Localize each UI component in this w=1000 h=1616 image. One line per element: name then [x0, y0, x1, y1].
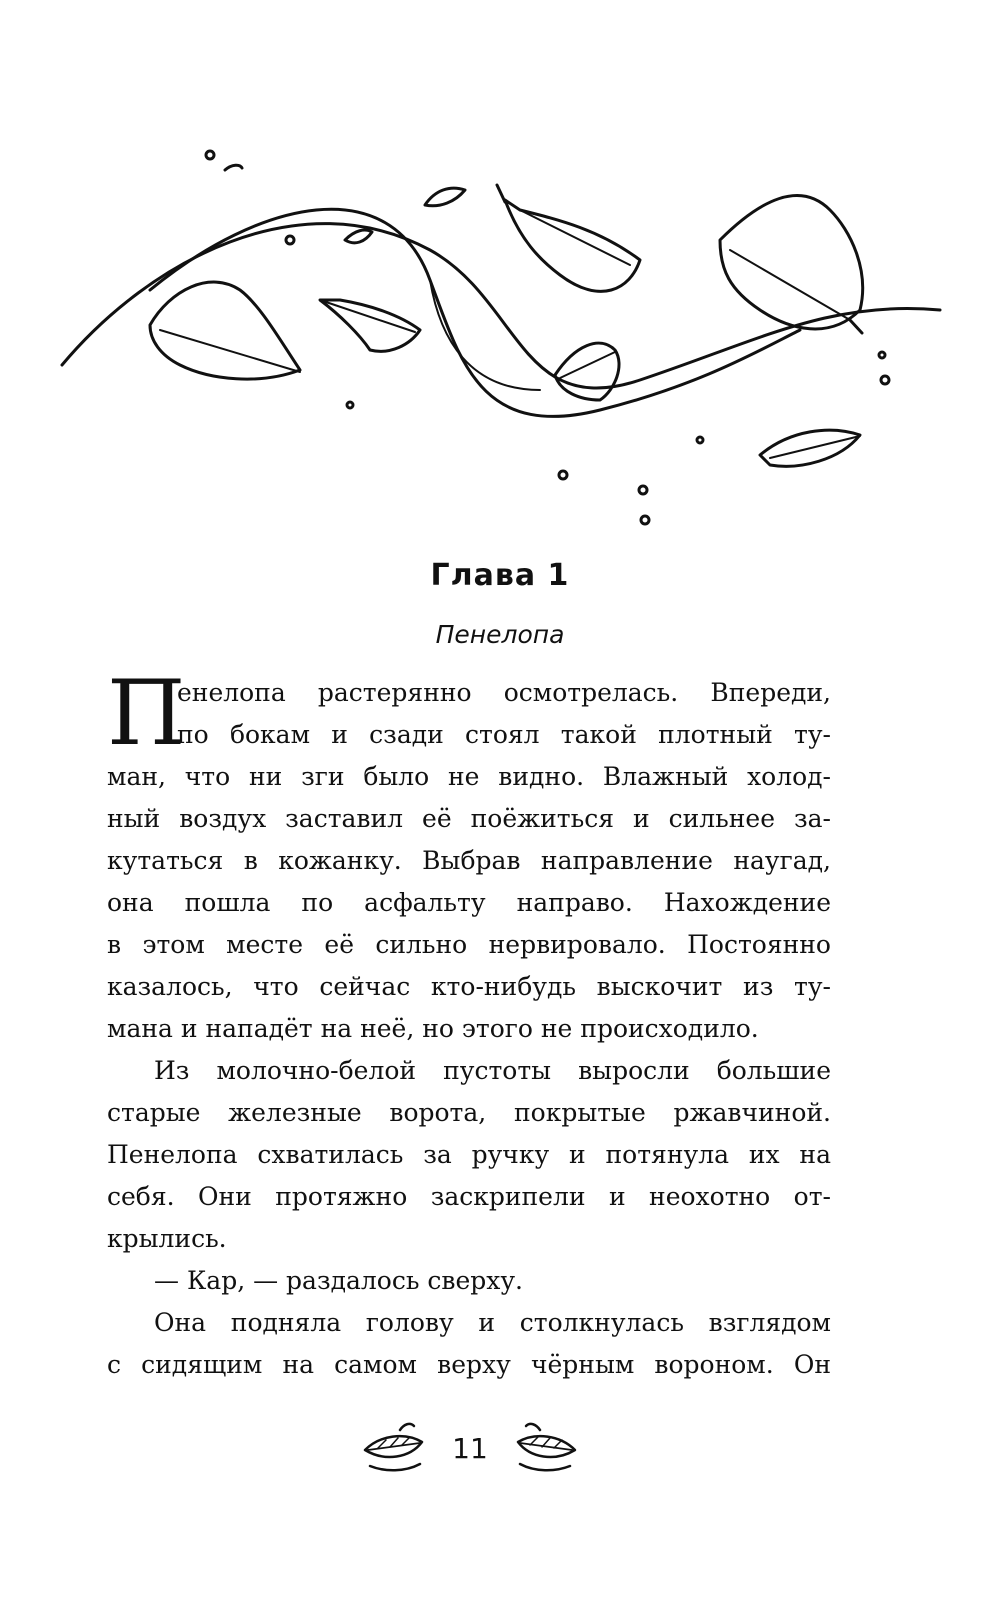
text-line: в этом месте её сильно нервировало. Постоянно — [107, 930, 831, 959]
text-line: она пошла по асфальту направо. Нахождение — [107, 888, 831, 917]
text-line: крылись. — [107, 1224, 227, 1253]
drop-dot — [225, 165, 242, 170]
leaf-icon — [150, 282, 300, 379]
page-footer — [0, 1420, 1000, 1480]
drop-dot — [639, 486, 647, 494]
drop-dot — [697, 437, 703, 443]
text-line: казалось, что сейчас кто-нибудь выскочит из ту- — [107, 972, 831, 1001]
leaf-icon — [720, 196, 863, 333]
text-line: кутаться в кожанку. Выбрав направление наугад, — [107, 846, 831, 875]
text-line: Из молочно-белой пустоты выросли большие — [154, 1056, 831, 1085]
text-line: по бокам и сзади стоял такой плотный ту- — [177, 720, 831, 749]
ribbon-stroke — [150, 209, 800, 416]
text-line: Пенелопа схватилась за ручку и потянула их на — [107, 1140, 831, 1169]
drop-dot — [347, 402, 353, 408]
drop-dot — [641, 516, 649, 524]
text-line: себя. Они протяжно заскрипели и неохотно от- — [107, 1182, 831, 1211]
leaf-ornament-icon — [360, 1420, 430, 1478]
drop-dot — [881, 376, 889, 384]
drop-dot — [286, 236, 294, 244]
leaf-icon — [345, 230, 372, 243]
drop-cap: П — [107, 661, 186, 766]
leaf-icon — [497, 185, 640, 291]
page-number: 11 — [452, 1432, 488, 1465]
text-line: ный воздух заставил её поёжиться и сильнее за- — [107, 804, 831, 833]
leaf-icon — [425, 188, 465, 206]
text-line: ман, что ни зги было не видно. Влажный холод- — [107, 762, 831, 791]
text-line: старые железные ворота, покрытые ржавчиной. — [107, 1098, 831, 1127]
body-text — [107, 661, 831, 1386]
text-line: мана и нападёт на неё, но этого не происходило. — [107, 1014, 759, 1043]
drop-dot — [206, 151, 214, 159]
drop-dot — [879, 352, 885, 358]
leaf-icon — [320, 300, 420, 351]
leaf-icon — [555, 343, 619, 400]
autumn-leaves-illustration — [0, 140, 1000, 560]
drop-dot — [559, 471, 567, 479]
text-line: — Кар, — раздалось сверху. — [154, 1266, 524, 1295]
leaf-icon — [760, 430, 860, 466]
chapter-title: Глава 1 — [430, 558, 570, 593]
ribbon-stroke — [62, 224, 940, 388]
text-line: енелопа растерянно осмотрелась. Впереди, — [177, 678, 831, 707]
leaf-ornament-icon — [510, 1420, 580, 1478]
text-line: с сидящим на самом верху чёрным вороном. Он — [107, 1350, 831, 1379]
text-line: Она подняла голову и столкнулась взглядом — [154, 1308, 831, 1337]
chapter-subtitle: Пенелопа — [435, 620, 565, 649]
